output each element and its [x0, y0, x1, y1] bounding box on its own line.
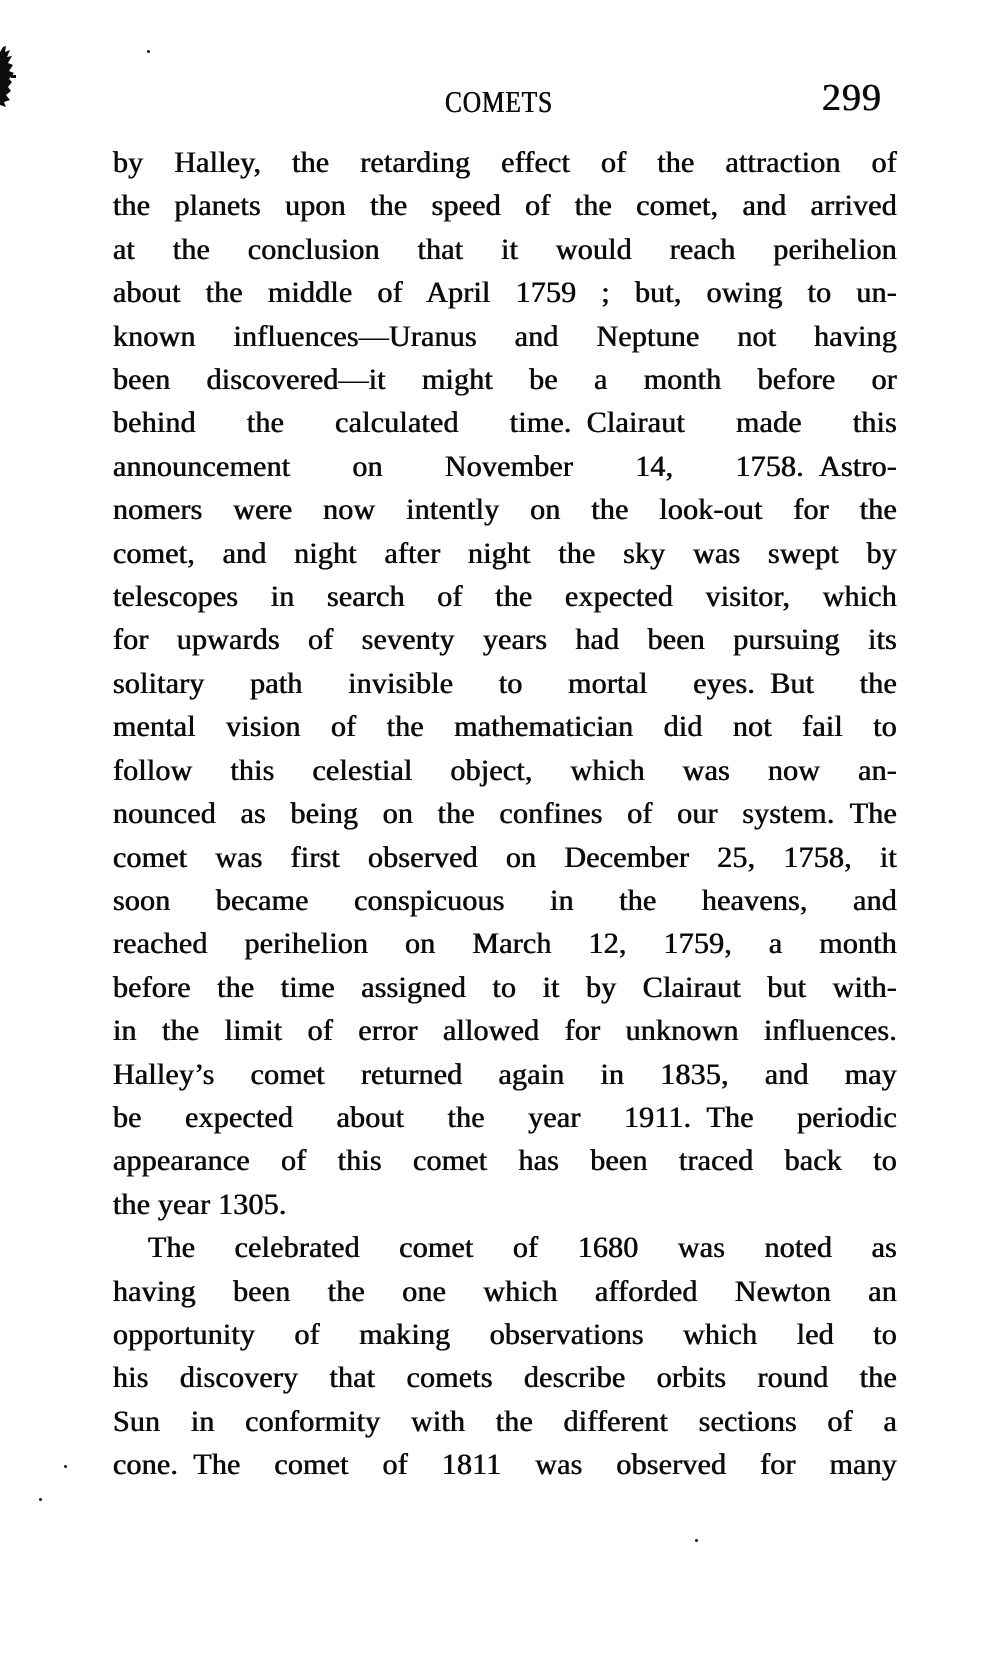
text-line: having been the one which afforded Newton an — [113, 1274, 897, 1308]
ink-speck — [39, 1498, 42, 1501]
text-line: follow this celestial object, which was now an- — [113, 753, 897, 787]
text-line: behind the calculated time. Clairaut made this — [113, 406, 897, 440]
text-line: the year 1305. — [113, 1187, 287, 1221]
text-line: nomers were now intently on the look-out for the — [113, 493, 897, 527]
ink-speck — [147, 50, 150, 53]
text-line: The celebrated comet of 1680 was noted as — [148, 1231, 897, 1265]
text-line: the planets upon the speed of the comet, and arrived — [113, 189, 897, 223]
text-line: solitary path invisible to mortal eyes. But the — [113, 666, 897, 700]
text-line: his discovery that comets describe orbits round the — [113, 1361, 897, 1395]
text-line: Halley’s comet returned again in 1835, and may — [113, 1057, 897, 1091]
text-line: soon became conspicuous in the heavens, and — [113, 883, 897, 917]
text-line: by Halley, the retarding effect of the attraction of — [113, 146, 897, 179]
text-line: reached perihelion on March 12, 1759, a month — [113, 927, 897, 961]
text-line: at the conclusion that it would reach perihelion — [113, 232, 897, 266]
text-line: mental vision of the mathematician did not fail to — [113, 710, 897, 744]
ink-blot-artifact — [0, 46, 16, 110]
text-line: comet, and night after night the sky was swept by — [113, 536, 897, 570]
running-title: COMETS — [444, 84, 554, 119]
text-line: opportunity of making observations which led to — [113, 1317, 897, 1351]
text-line: telescopes in search of the expected visitor, which — [113, 580, 897, 614]
text-line: announcement on November 14, 1758. Astro- — [113, 449, 897, 483]
text-line: appearance of this comet has been traced back to — [113, 1144, 897, 1178]
text-line: for upwards of seventy years had been pursuing its — [113, 623, 897, 657]
page-number: 299 — [822, 77, 882, 119]
text-line: nounced as being on the confines of our system. The — [113, 797, 897, 831]
text-line: in the limit of error allowed for unknown influences. — [113, 1014, 897, 1048]
text-line: been discovered—it might be a month before or — [113, 363, 897, 397]
text-line: Sun in conformity with the different sections of a — [113, 1404, 897, 1438]
text-line: comet was first observed on December 25, 1758, it — [113, 840, 897, 874]
text-line: known influences—Uranus and Neptune not having — [113, 319, 897, 353]
text-line: cone. The comet of 1811 was observed for many — [113, 1448, 897, 1482]
ink-speck — [695, 1539, 698, 1542]
text-line: be expected about the year 1911. The periodic — [113, 1100, 897, 1134]
text-line: about the middle of April 1759 ; but, owing to un- — [113, 276, 897, 310]
ink-speck — [64, 1465, 67, 1468]
body-text — [113, 141, 897, 1487]
text-line: before the time assigned to it by Clairaut but with- — [113, 970, 897, 1004]
